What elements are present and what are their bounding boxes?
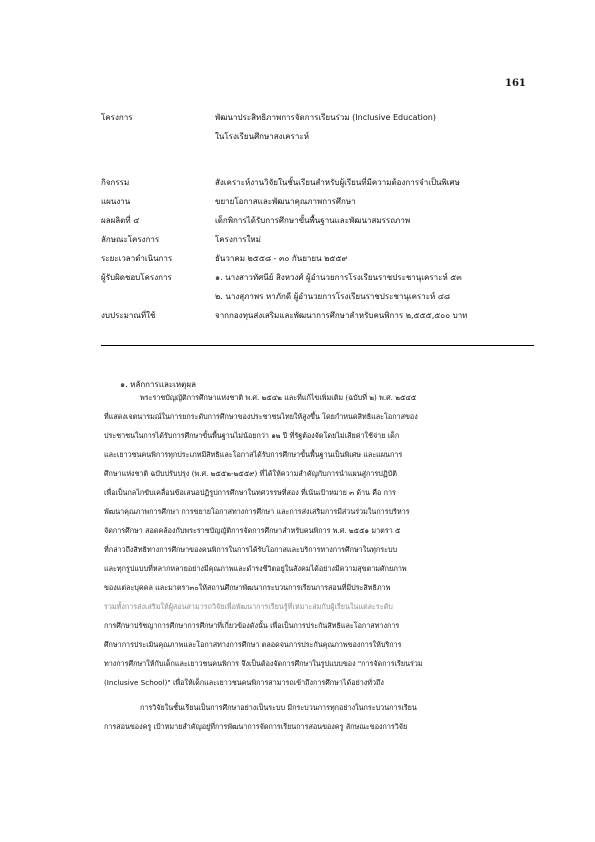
body-line: การศึกษาปรัชญาการศึกษาการศึกษาที่เกี่ยวข้องดังนั้น เพื่อเป็นการประกันสิทธิและโอกาสทางการ <box>104 621 400 630</box>
body-line: การวิจัยในชั้นเรียนเป็นการศึกษาอย่างเป็นระบบ มีกระบวนการทุกอย่างในกระบวนการเรียน <box>140 703 417 712</box>
body-line: ทางการศึกษาให้กับเด็กและเยาวชนคนพิการ จึงเป็นต้องจัดการศึกษาในรูปแบบของ "การจัดการเรียนร่วม <box>104 659 423 668</box>
label-plan: แผนงาน <box>101 197 131 206</box>
body-line: และทุกรูปแบบที่หลากหลายอย่างมีคุณภาพและดำรงชีวิตอยู่ในสังคมได้อย่างมีความสุขตามศักยภาพ <box>104 564 407 573</box>
body-line: เพื่อเป็นกลไกขับเคลื่อนข้อเสนอปฏิรูปการศึกษาในทศวรรษที่สอง ที่เน้นเป้าหมาย ๓ ด้าน คือ การ <box>104 488 396 497</box>
value-plan: ขยายโอกาสและพัฒนาคุณภาพการศึกษา <box>215 197 356 206</box>
body-line: และเยาวชนคนพิการทุกประเภทมีสิทธิและโอกาสได้รับการศึกษาขั้นพื้นฐานเป็นพิเศษ และแผนการ <box>104 450 403 459</box>
body-line: จัดการศึกษา สอดคล้องกับพระราชบัญญัติการจัดการศึกษาสำหรับคนพิการ พ.ศ. ๒๕๕๑ มาตรา ๕ <box>104 526 401 535</box>
body-line: พัฒนาคุณภาพการศึกษา การขยายโอกาสทางการศึกษา และการส่งเสริมการมีส่วนร่วมในการบริหาร <box>104 507 410 516</box>
body-line: พระราชบัญญัติการศึกษาแห่งชาติ พ.ศ. ๒๕๔๒ และที่แก้ไขเพิ่มเติม (ฉบับที่ ๒) พ.ศ. ๒๕๔๕ <box>140 393 417 402</box>
label-type: ลักษณะโครงการ <box>101 235 160 244</box>
label-duration: ระยะเวลาดำเนินการ <box>101 254 173 263</box>
body-line: (Inclusive School)" เพื่อให้เด็กและเยาวชนคนพิการสามารถเข้าถึงการศึกษาได้อย่างทั่วถึง <box>104 678 384 687</box>
value-budget: จากกองทุนส่งเสริมและพัฒนาการศึกษาสำหรับคนพิการ ๒,๕๕๕,๕๐๐ บาท <box>215 311 468 320</box>
body-line: รวมทั้งการส่งเสริมให้ผู้สอนสามารถวิจัยเพื่อพัฒนาการเรียนรู้ที่เหมาะสมกับผู้เรียนในแต่ละระดับ <box>104 602 393 611</box>
page-number: 161 <box>505 78 526 89</box>
body-line: การสอนของครู เป้าหมายสำคัญอยู่ที่การพัฒนาการจัดการเรียนการสอนของครู ลักษณะของการวิจัย <box>104 722 408 731</box>
body-line: ศึกษาการประเมินคุณภาพและโอกาสทางการศึกษา ตลอดจนการประกันคุณภาพของการให้บริการ <box>104 640 402 649</box>
value-responsible-1: ๑. นางสาวทัศนีย์ สิงหวงศ์ ผู้อำนวยการโรงเรียนราชประชานุเคราะห์ ๕๓ <box>215 273 462 282</box>
label-responsible: ผู้รับผิดชอบโครงการ <box>101 273 172 282</box>
label-project: โครงการ <box>101 113 133 122</box>
label-budget: งบประมาณที่ใช้ <box>101 311 156 320</box>
body-line: ของแต่ละบุคคล และมาตรา๓๐ให้สถานศึกษาพัฒนากระบวนการเรียนการสอนที่มีประสิทธิภาพ <box>104 583 391 592</box>
value-project-cont: ในโรงเรียนศึกษาสงเคราะห์ <box>215 132 309 141</box>
value-duration: ธันวาคม ๒๕๕๘ - ๓๐ กันยายน ๒๕๕๙ <box>215 254 348 263</box>
value-output: เด็กพิการได้รับการศึกษาขั้นพื้นฐานและพัฒนาสมรรถภาพ <box>215 216 411 225</box>
label-output: ผลผลิตที่ ๔ <box>101 216 140 225</box>
body-line: ที่กล่าวถึงสิทธิทางการศึกษาของคนพิการในการได้รับโอกาสและบริการทางการศึกษาในทุกระบบ <box>104 545 398 554</box>
label-activity: กิจกรรม <box>101 178 130 187</box>
section-heading: ๑. หลักการและเหตุผล <box>120 380 196 389</box>
divider <box>101 345 534 346</box>
body-line: ที่แสดงเจตนารมณ์ในการยกระดับการศึกษาของประชาชนไทยให้สูงขึ้น โดยกำหนดสิทธิและโอกาสของ <box>104 412 418 421</box>
value-type: โครงการใหม่ <box>215 235 261 244</box>
body-line: ประชาชนในการได้รับการศึกษาขั้นพื้นฐานไม่น้อยกว่า ๑๒ ปี ที่รัฐต้องจัดโดยไม่เสียค่าใช้จ่าย เด็ก <box>104 431 400 440</box>
value-project: พัฒนาประสิทธิภาพการจัดการเรียนร่วม (Inclusive Education) <box>215 113 436 122</box>
value-activity: สังเคราะห์งานวิจัยในชั้นเรียนสำหรับผู้เรียนที่มีความต้องการจำเป็นพิเศษ <box>215 178 460 187</box>
body-line: ศึกษาแห่งชาติ ฉบับปรับปรุง (พ.ศ. ๒๕๕๒-๒๕๕๙) ที่ได้ให้ความสำคัญกับการนำแผนสู่การปฏิบัติ <box>104 469 397 478</box>
value-responsible-2: ๒. นางสุภาพร หาภักดี ผู้อำนวยการโรงเรียนราชประชานุเคราะห์ ๔๘ <box>215 292 451 301</box>
